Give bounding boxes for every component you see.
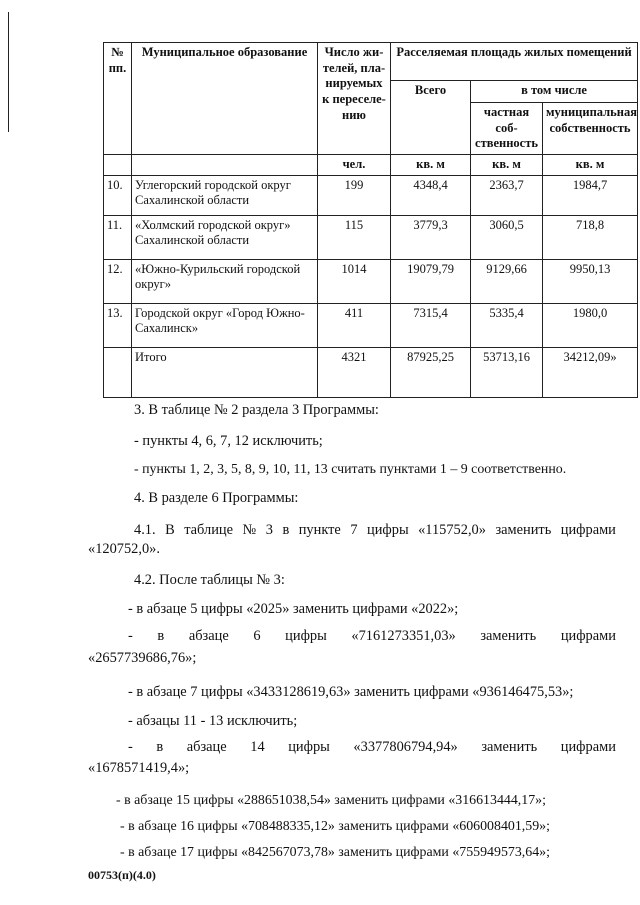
row-private: 9129,66	[471, 259, 543, 303]
justified-word: 14	[250, 739, 265, 755]
body-text	[88, 0, 616, 905]
justified-word: в	[156, 739, 164, 755]
row-municipal: 34212,09»	[543, 347, 638, 397]
justified-word: -	[128, 628, 133, 644]
justified-word: 6	[253, 628, 261, 644]
header-municipal: муниципальная собственность	[543, 103, 638, 155]
header-total: Всего	[391, 81, 471, 155]
unit-total: кв. м	[391, 154, 471, 175]
unit-municipal: кв. м	[543, 154, 638, 175]
justified-word: цифрами	[560, 628, 616, 644]
justified-word: пункте	[298, 522, 341, 538]
justified-word: 3	[265, 522, 273, 538]
paragraph: 3. В таблице № 2 раздела 3 Программы:	[134, 402, 379, 418]
justified-word: -	[128, 739, 133, 755]
row-name: «Холмский городской округ» Сахалинской области	[132, 215, 318, 259]
justified-word: «3377806794,94»	[353, 739, 458, 755]
row-name: Углегорский городской округ Сахалинской области	[132, 175, 318, 215]
justified-word: цифры	[288, 739, 330, 755]
header-area: Расселяемая площадь жилых помещений	[391, 43, 638, 81]
row-no: 10.	[104, 175, 132, 215]
justified-word: в	[282, 522, 290, 538]
justified-word: цифрами	[560, 522, 616, 538]
row-private: 5335,4	[471, 303, 543, 347]
row-total: 4348,4	[391, 175, 471, 215]
paragraph: - в абзаце 16 цифры «708488335,12» заменить цифрами «606008401,59»;	[120, 819, 550, 834]
header-municipality: Муниципальное образование	[132, 43, 318, 155]
row-total: 3779,3	[391, 215, 471, 259]
justified-word: таблице	[184, 522, 233, 538]
row-no: 11.	[104, 215, 132, 259]
paragraph: 4.2. После таблицы № 3:	[134, 572, 285, 588]
justified-word: абзаце	[186, 739, 227, 755]
paragraph-continuation: «120752,0».	[88, 541, 160, 557]
paragraph-continuation: «2657739686,76»;	[88, 650, 197, 666]
paragraph-justified	[88, 522, 616, 539]
row-private: 2363,7	[471, 175, 543, 215]
justified-word: №	[242, 522, 257, 538]
justified-word: цифры	[285, 628, 327, 644]
justified-word: «115752,0»	[418, 522, 486, 538]
row-total: 7315,4	[391, 303, 471, 347]
justified-word: В	[165, 522, 175, 538]
row-name: Городской округ «Город Южно-Сахалинск»	[132, 303, 318, 347]
paragraph: 4. В разделе 6 Программы:	[134, 490, 299, 506]
row-municipal: 1984,7	[543, 175, 638, 215]
paragraph-continuation: «1678571419,4»;	[88, 760, 190, 776]
row-name: Итого	[132, 347, 318, 397]
row-name: «Южно-Курильский городской округ»	[132, 259, 318, 303]
row-no: 13.	[104, 303, 132, 347]
row-private: 3060,5	[471, 215, 543, 259]
row-residents: 115	[318, 215, 391, 259]
justified-word: 7	[350, 522, 358, 538]
paragraph-justified	[88, 739, 616, 756]
unit-residents: чел.	[318, 154, 391, 175]
unit-private: кв. м	[471, 154, 543, 175]
header-private: частная соб-ственность	[471, 103, 543, 155]
row-municipal: 9950,13	[543, 259, 638, 303]
paragraph-justified	[88, 628, 616, 645]
paragraph: - в абзаце 17 цифры «842567073,78» заменить цифрами «755949573,64»;	[120, 845, 550, 860]
header-no: № пп.	[104, 43, 132, 155]
row-no: 12.	[104, 259, 132, 303]
justified-word: заменить	[495, 522, 552, 538]
paragraph: - в абзаце 15 цифры «288651038,54» заменить цифрами «316613444,17»;	[116, 793, 546, 808]
paragraph: - в абзаце 7 цифры «3433128619,63» заменить цифрами «936146475,53»;	[128, 684, 574, 700]
justified-word: заменить	[481, 739, 538, 755]
paragraph: - в абзаце 5 цифры «2025» заменить цифрами «2022»;	[128, 601, 459, 617]
row-residents: 1014	[318, 259, 391, 303]
justified-word: цифры	[367, 522, 409, 538]
row-municipal: 718,8	[543, 215, 638, 259]
justified-word: цифрами	[560, 739, 616, 755]
paragraph: - пункты 4, 6, 7, 12 исключить;	[134, 433, 323, 449]
justified-word: заменить	[480, 628, 537, 644]
justified-word: в	[157, 628, 165, 644]
row-total: 19079,79	[391, 259, 471, 303]
header-including: в том числе	[471, 81, 638, 103]
row-municipal: 1980,0	[543, 303, 638, 347]
paragraph: - абзацы 11 - 13 исключить;	[128, 713, 298, 729]
row-total: 87925,25	[391, 347, 471, 397]
row-private: 53713,16	[471, 347, 543, 397]
justified-word: абзаце	[188, 628, 229, 644]
header-residents: Число жи-телей, пла-нируемых к переселе-нию	[318, 43, 391, 155]
paragraph: - пункты 1, 2, 3, 5, 8, 9, 10, 11, 13 считать пунктами 1 – 9 соответственно.	[134, 462, 567, 477]
row-residents: 4321	[318, 347, 391, 397]
row-residents: 411	[318, 303, 391, 347]
document-code: 00753(п)(4.0)	[88, 868, 156, 882]
justified-word: «7161273351,03»	[351, 628, 456, 644]
justified-word: 4.1.	[134, 522, 156, 538]
row-residents: 199	[318, 175, 391, 215]
scan-edge-mark	[8, 12, 9, 132]
